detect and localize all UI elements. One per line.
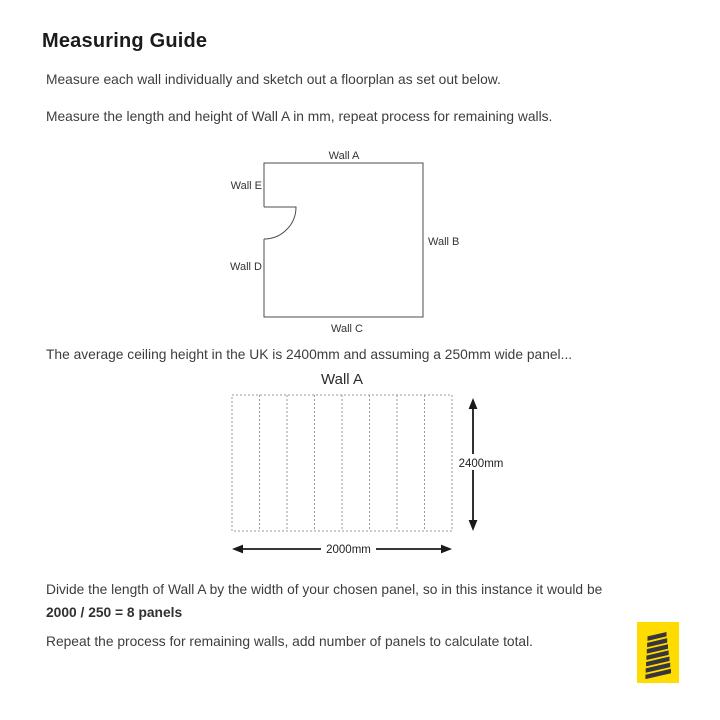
intro-paragraph: Measure each wall individually and sketch out a floorplan as set out below.: [46, 72, 501, 87]
stacked-panels-icon: [645, 631, 671, 679]
measure-paragraph: Measure the length and height of Wall A in mm, repeat process for remaining walls.: [46, 109, 553, 124]
panel-diagram-title: Wall A: [321, 371, 363, 388]
height-dimension-label: 2400mm: [458, 458, 504, 470]
wall-d-label: Wall D: [230, 261, 262, 273]
repeat-paragraph: Repeat the process for remaining walls, add number of panels to calculate total.: [46, 634, 533, 649]
page-title: Measuring Guide: [42, 30, 208, 52]
formula-text: 2000 / 250 = 8 panels: [46, 605, 183, 620]
brand-logo: [637, 622, 679, 683]
wall-e-label: Wall E: [230, 180, 262, 192]
wall-c-label: Wall C: [331, 323, 363, 335]
door-swing-icon: [264, 207, 296, 239]
wall-a-label: Wall A: [328, 150, 360, 162]
ceiling-paragraph: The average ceiling height in the UK is 2400mm and assuming a 250mm wide panel...: [46, 347, 573, 362]
width-dimension-label: 2000mm: [326, 544, 371, 556]
divide-paragraph: Divide the length of Wall A by the width of your chosen panel, so in this instance it would be: [46, 582, 603, 597]
floorplan-walls: [264, 163, 423, 317]
wall-b-label: Wall B: [428, 236, 460, 248]
wall-a-panel-diagram: [225, 390, 515, 570]
floorplan-diagram: [220, 145, 480, 345]
